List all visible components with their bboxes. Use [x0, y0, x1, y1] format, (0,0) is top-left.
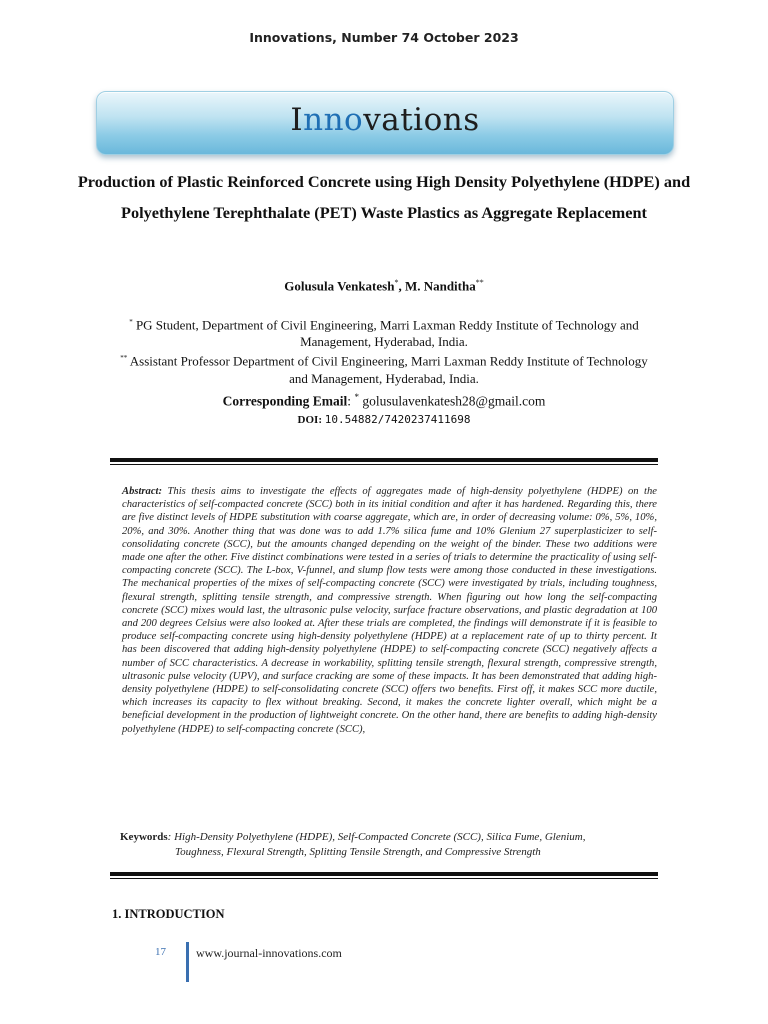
abstract-label: Abstract: — [122, 486, 163, 497]
affiliation-mark: ** — [120, 354, 128, 363]
journal-banner — [96, 91, 674, 155]
keywords-line1: : High-Density Polyethylene (HDPE), Self-Compacted Concrete (SCC), Silica Fume, Glenium, — [167, 831, 586, 843]
author-name: M. Nanditha — [404, 278, 476, 294]
journal-url[interactable]: www.journal-innovations.com — [196, 946, 342, 960]
affiliation-item — [120, 314, 648, 350]
author-line — [0, 278, 768, 294]
logo-suffix: vations — [363, 102, 480, 138]
affiliation-text: PG Student, Department of Civil Engineering, Marri Laxman Reddy Institute of Technology and Management, Hyderabad, India. — [132, 317, 639, 350]
author-mark: ** — [475, 278, 484, 287]
doi-line — [0, 413, 768, 426]
email-label: Corresponding Email — [222, 393, 348, 409]
affiliation-text: Assistant Professor Department of Civil Engineering, Marri Laxman Reddy Institute of Technology and Management, Hyderabad, India. — [127, 353, 648, 386]
author-name: Golusula Venkatesh — [284, 278, 395, 294]
journal-logo-text — [97, 92, 673, 154]
keywords-label: Keywords — [120, 831, 168, 843]
author-separator: , — [398, 278, 405, 294]
page-number: 17 — [155, 946, 166, 958]
affiliation-mark: * — [129, 318, 133, 326]
footer-accent-bar — [186, 942, 189, 982]
email-address[interactable]: golusulavenkatesh28@gmail.com — [358, 393, 546, 409]
divider-thick — [110, 458, 658, 462]
logo-prefix: I — [290, 102, 304, 138]
divider-thick — [110, 872, 658, 876]
keywords — [120, 830, 660, 860]
bottom-divider — [110, 872, 658, 879]
divider-thin — [110, 464, 658, 465]
running-head: Innovations, Number 74 October 2023 — [249, 30, 519, 45]
abstract — [122, 485, 657, 736]
divider-thin — [110, 878, 658, 879]
author-mark: * — [394, 278, 399, 287]
logo-highlight: nno — [303, 102, 364, 138]
affiliation-item — [120, 350, 648, 386]
email-mark: * — [354, 392, 359, 402]
section-heading: 1. INTRODUCTION — [112, 907, 225, 921]
top-divider — [110, 458, 658, 465]
doi-value[interactable]: 10.54882/7420237411698 — [324, 413, 471, 426]
doi-label: DOI: — [297, 414, 322, 426]
corresponding-email — [0, 392, 768, 410]
keywords-line2: Toughness, Flexural Strength, Splitting Tensile Strength, and Compressive Strength — [175, 846, 541, 858]
paper-title: Production of Plastic Reinforced Concrete using High Density Polyethylene (HDPE) and Polyethylene Terephthalate (PET) Waste Plastics as Aggregate Replacement — [77, 172, 691, 222]
email-separator: : — [347, 393, 355, 409]
affiliations — [120, 314, 648, 387]
abstract-text: This thesis aims to investigate the effects of aggregates made of high-density polyethylene (HDPE) on the characteristics of self-compacted concrete (SCC) both in its initial condition and after it has hardened. Regarding this, there are five distinct levels of HDPE substitution with coarse aggregate, which are, in order of decreasing volume: 0%, 5%, 10%, 20%, and 30%. Another thing that was done was to add 1.7% silica fume and 10% Glenium 27 superplasticizer to self-consolidating concrete (SCC), but the amounts changed depending on the weight of the binder. These two additions were made one after the other. Five distinct combinations were tested in a series of trials to determine the practicality of using self-compacting concrete (SCC). The L-box, V-funnel, and slump flow tests were among those conducted in these investigations. The mechanical properties of the mixes of self-compacting concrete (SCC) were investigated by trials, including toughness, flexural strength, splitting tensile strength, and compressive strength. When figuring out how long the self-compacting concrete (SCC) mixes would last, the ultrasonic pulse velocity, surface fracture observations, and plastic degradation at 100 and 200 degrees Celsius were also looked at. After these trials are completed, the findings will demonstrate if it is feasible to produce self-compacting concrete using high-density polyethylene (HDPE) at a replacement rate of up to thirty percent. It has been discovered that adding high-density polyethylene (HDPE) to self-compacting concrete (SCC) negatively affects a number of SCC characteristics. A decrease in workability, splitting tensile strength, flexural strength, compressive strength, ultrasonic pulse velocity (UPV), and surface cracking are some of these impacts. It has been demonstrated that adding high-density polyethylene (HDPE) to self-consolidating concrete (SCC) offers two benefits. First off, it makes SCC more ductile, which increases its capacity to flex without breaking. Second, it makes the concrete lighter overall, which might be a beneficial development in the production of lightweight concrete. On the other hand, there are benefits to adding high-density polyethylene (HDPE) to self-compacting concrete (SCC), — [122, 486, 657, 735]
